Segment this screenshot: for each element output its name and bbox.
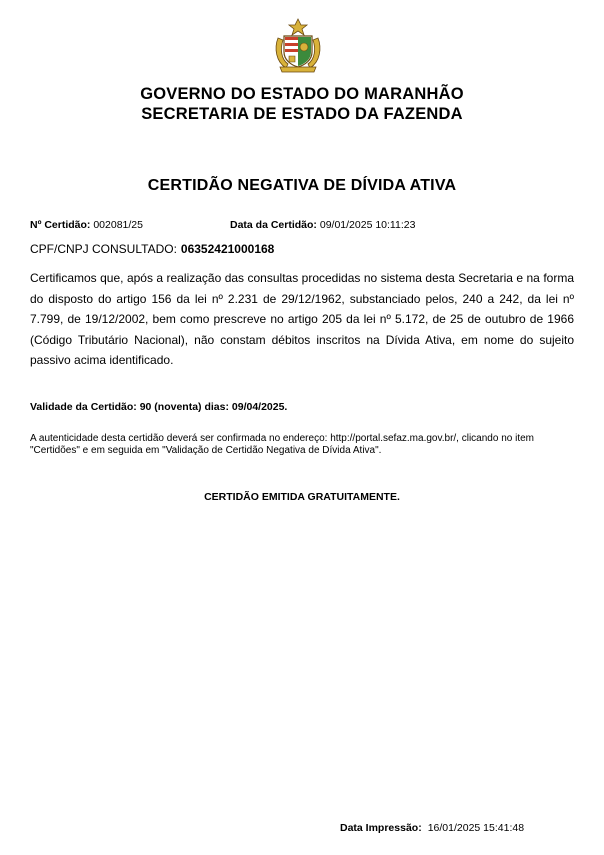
certificate-date-label: Data da Certidão: bbox=[230, 219, 317, 231]
certificate-number bbox=[30, 219, 143, 232]
cpf-consulted bbox=[30, 242, 274, 257]
document-title: CERTIDÃO NEGATIVA DE DÍVIDA ATIVA bbox=[147, 177, 457, 194]
certificate-number-value: 002081/25 bbox=[93, 219, 143, 231]
certificate-date bbox=[230, 219, 415, 232]
certificate-validity: Validade da Certidão: 90 (noventa) dias: 09/04/2025. bbox=[30, 401, 288, 413]
certificate-date-value: 09/01/2025 10:11:23 bbox=[319, 219, 416, 231]
cpf-label: CPF/CNPJ CONSULTADO: bbox=[30, 242, 177, 256]
certificate-number-label: Nº Certidão: bbox=[30, 219, 91, 231]
coat-of-arms-icon bbox=[272, 18, 324, 74]
print-date-label: Data Impressão: bbox=[340, 822, 422, 834]
header-government: GOVERNO DO ESTADO DO MARANHÃO bbox=[140, 85, 464, 103]
free-issue-notice: CERTIDÃO EMITIDA GRATUITAMENTE. bbox=[204, 491, 400, 503]
print-date-value: 16/01/2025 15:41:48 bbox=[427, 822, 525, 834]
print-date bbox=[340, 822, 524, 835]
cpf-value: 06352421000168 bbox=[180, 242, 275, 256]
certificate-body: Certificamos que, após a realização das consultas procedidas no sistema desta Secretaria e na forma do disposto do artigo 156 da lei nº 2.231 de 29/12/1962, substanciado pelos, 240 a 242, da lei nº 7.799, de 19/12/2002, bem como prescreve no artigo 205 da lei nº 5.172, de 25 de outubro de 1966 (Código Tributário Nacional), não constam débitos inscritos na Dívida Ativa, em nome do sujeito passivo acima identificado. bbox=[30, 271, 574, 367]
authenticity-notice: A autenticidade desta certidão deverá ser confirmada no endereço: http://portal.sefaz.ma.gov.br/, clicando no item "Certidões" e em seguida em "Validação de Certidão Negativa de Dívida Ativa". bbox=[30, 433, 534, 456]
header-secretariat: SECRETARIA DE ESTADO DA FAZENDA bbox=[141, 105, 463, 123]
